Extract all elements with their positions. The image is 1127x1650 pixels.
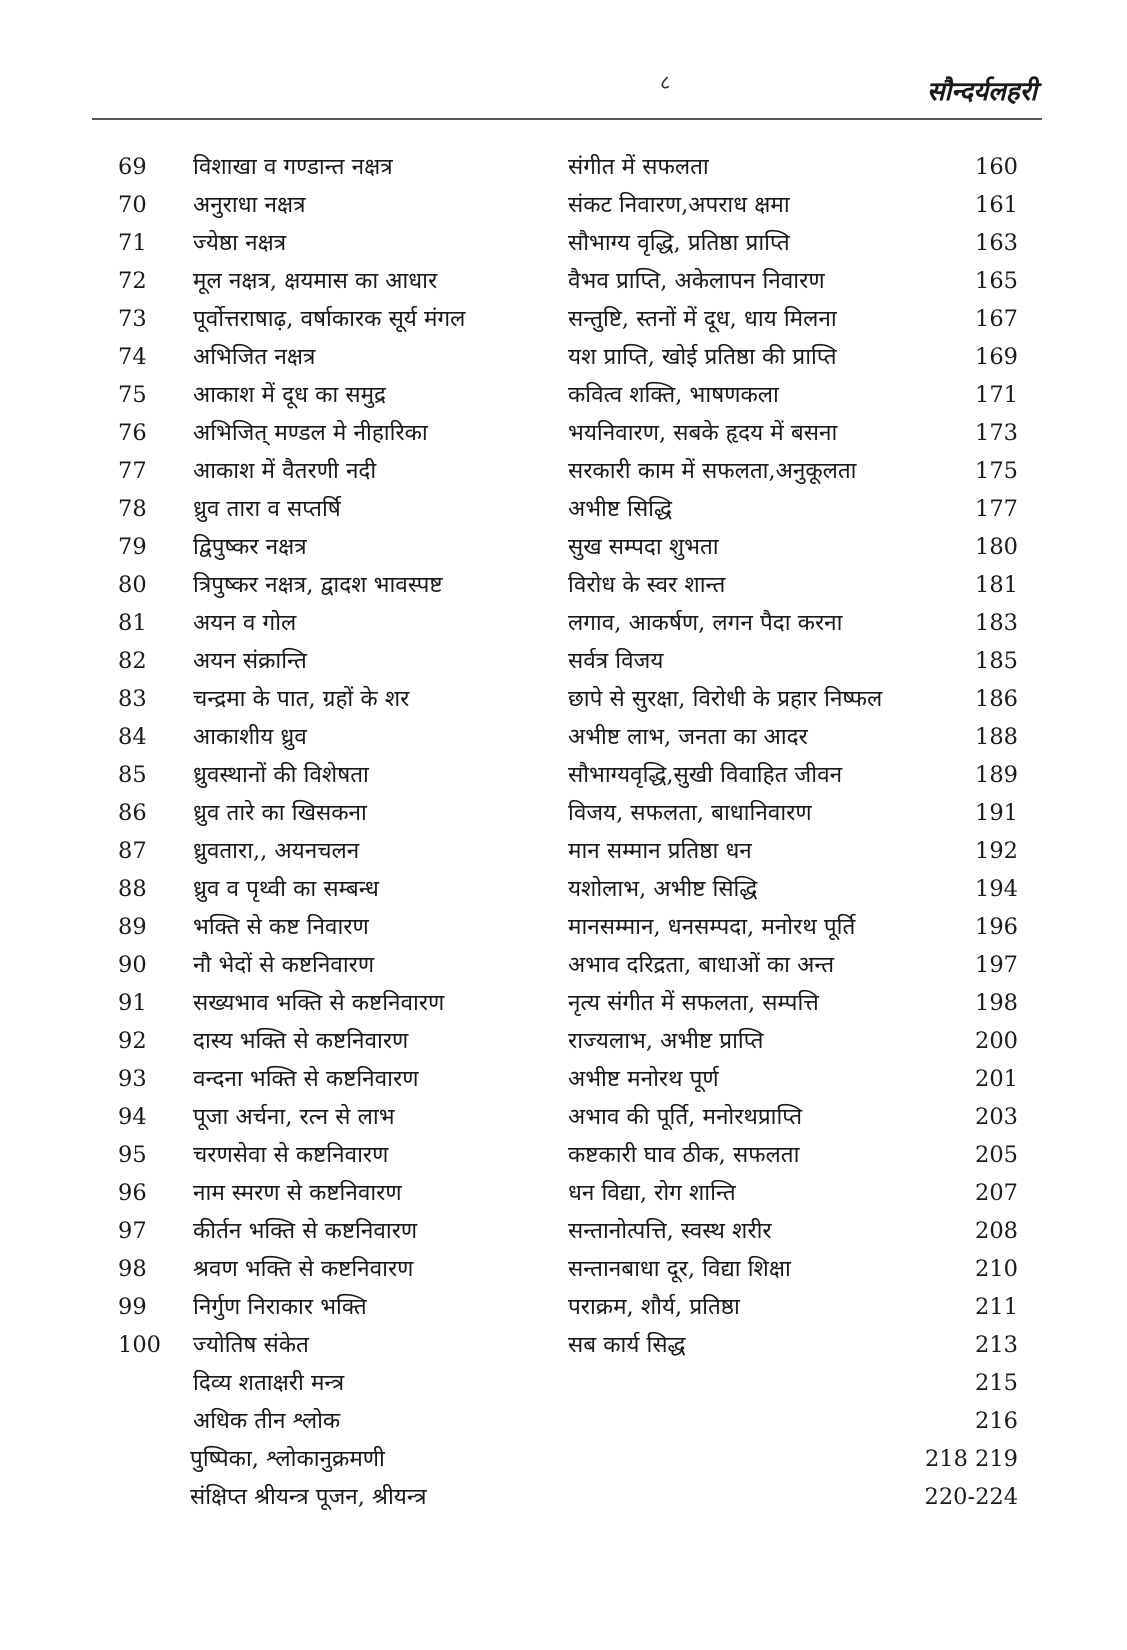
entry-number: 75: [118, 382, 147, 408]
toc-row: [110, 1060, 1040, 1098]
entry-topic: पूजा अर्चना, रत्न से लाभ: [193, 1104, 395, 1130]
entry-page: 163: [975, 230, 1018, 256]
entry-number: 70: [118, 192, 147, 218]
entry-benefit: वैभव प्राप्ति, अकेलापन निवारण: [568, 268, 825, 294]
entry-topic: पुष्पिका, श्लोकानुक्रमणी: [190, 1446, 385, 1472]
entry-page: 210: [975, 1256, 1018, 1282]
entry-number: 81: [118, 610, 147, 636]
entry-topic: विशाखा व गण्डान्त नक्षत्र: [193, 154, 393, 180]
toc-row: [110, 604, 1040, 642]
entry-page: 208: [975, 1218, 1018, 1244]
entry-page: 198: [975, 990, 1018, 1016]
entry-number: 92: [118, 1028, 147, 1054]
entry-topic: नाम स्मरण से कष्टनिवारण: [193, 1180, 402, 1206]
entry-page: 218 219: [924, 1446, 1018, 1472]
entry-benefit: अभाव की पूर्ति, मनोरथप्राप्ति: [568, 1104, 803, 1130]
toc-row: [110, 680, 1040, 718]
toc-row: [110, 1250, 1040, 1288]
entry-number: 88: [118, 876, 147, 902]
entry-number: 86: [118, 800, 147, 826]
entry-page: 177: [975, 496, 1018, 522]
entry-benefit: विरोध के स्वर शान्त: [568, 572, 726, 598]
entry-page: 220-224: [924, 1484, 1019, 1510]
entry-number: 84: [118, 724, 147, 750]
entry-number: 98: [118, 1256, 147, 1282]
entry-topic: सख्यभाव भक्ति से कष्टनिवारण: [193, 990, 445, 1016]
entry-topic: चन्द्रमा के पात, ग्रहों के शर: [193, 686, 410, 712]
entry-page: 160: [975, 154, 1018, 180]
entry-number: 85: [118, 762, 147, 788]
entry-topic: कीर्तन भक्ति से कष्टनिवारण: [193, 1218, 418, 1244]
entry-page: 188: [975, 724, 1018, 750]
entry-topic: अभिजित नक्षत्र: [193, 344, 316, 370]
entry-topic: त्रिपुष्कर नक्षत्र, द्वादश भावस्पष्ट: [193, 572, 443, 598]
entry-benefit: यशोलाभ, अभीष्ट सिद्धि: [568, 876, 758, 902]
toc-row: [110, 262, 1040, 300]
entry-page: 167: [975, 306, 1018, 332]
entry-topic: वन्दना भक्ति से कष्टनिवारण: [193, 1066, 419, 1092]
entry-page: 215: [975, 1370, 1018, 1396]
entry-benefit: धन विद्या, रोग शान्ति: [568, 1180, 736, 1206]
toc-row: [110, 642, 1040, 680]
entry-page: 213: [975, 1332, 1018, 1358]
entry-page: 173: [975, 420, 1018, 446]
entry-number: 99: [118, 1294, 147, 1320]
toc-row: [110, 1022, 1040, 1060]
entry-topic: निर्गुण निराकार भक्ति: [193, 1294, 367, 1320]
entry-page: 189: [975, 762, 1018, 788]
toc-row: [110, 490, 1040, 528]
entry-number: 82: [118, 648, 147, 674]
entry-benefit: अभीष्ट सिद्धि: [568, 496, 672, 522]
entry-page: 211: [975, 1294, 1018, 1320]
entry-page: 181: [975, 572, 1018, 598]
entry-benefit: अभीष्ट मनोरथ पूर्ण: [568, 1066, 719, 1092]
entry-topic: भक्ति से कष्ट निवारण: [193, 914, 369, 940]
entry-topic: ज्येष्ठा नक्षत्र: [193, 230, 287, 256]
entry-benefit: मान सम्मान प्रतिष्ठा धन: [568, 838, 752, 864]
entry-benefit: सौभाग्यवृद्धि,सुखी विवाहित जीवन: [568, 762, 843, 788]
entry-topic: ध्रुव तारा व सप्तर्षि: [193, 496, 341, 522]
entry-benefit: विजय, सफलता, बाधानिवारण: [568, 800, 812, 826]
entry-benefit: सौभाग्य वृद्धि, प्रतिष्ठा प्राप्ति: [568, 230, 790, 256]
entry-topic: नौ भेदों से कष्टनिवारण: [193, 952, 375, 978]
entry-page: 216: [975, 1408, 1018, 1434]
entry-page: 185: [975, 648, 1018, 674]
entry-page: 171: [975, 382, 1018, 408]
toc-row: [110, 186, 1040, 224]
toc-row: [110, 1364, 1040, 1402]
entry-number: 69: [118, 154, 147, 180]
entry-number: 78: [118, 496, 147, 522]
entry-benefit: सब कार्य सिद्ध: [568, 1332, 686, 1358]
entry-benefit: राज्यलाभ, अभीष्ट प्राप्ति: [568, 1028, 764, 1054]
entry-topic: दिव्य शताक्षरी मन्त्र: [193, 1370, 345, 1396]
entry-topic: अधिक तीन श्लोक: [193, 1408, 341, 1434]
toc-row: [110, 1478, 1040, 1516]
entry-benefit: सन्तुष्टि, स्तनों में दूध, धाय मिलना: [568, 306, 837, 332]
entry-benefit: यश प्राप्ति, खोई प्रतिष्ठा की प्राप्ति: [568, 344, 837, 370]
entry-page: 183: [975, 610, 1018, 636]
entry-page: 205: [975, 1142, 1018, 1168]
entry-number: 90: [118, 952, 147, 978]
toc-row: [110, 832, 1040, 870]
entry-page: 186: [975, 686, 1018, 712]
toc-row: [110, 718, 1040, 756]
entry-number: 100: [118, 1332, 161, 1358]
toc-row: [110, 984, 1040, 1022]
entry-topic: ज्योतिष संकेत: [193, 1332, 309, 1358]
entry-topic: द्विपुष्कर नक्षत्र: [193, 534, 307, 560]
entry-topic: अनुराधा नक्षत्र: [193, 192, 306, 218]
toc-row: [110, 1098, 1040, 1136]
entry-benefit: सरकारी काम में सफलता,अनुकूलता: [568, 458, 857, 484]
toc-row: [110, 1136, 1040, 1174]
entry-number: 89: [118, 914, 147, 940]
entry-topic: श्रवण भक्ति से कष्टनिवारण: [193, 1256, 414, 1282]
entry-benefit: संकट निवारण,अपराध क्षमा: [568, 192, 790, 218]
entry-benefit: लगाव, आकर्षण, लगन पैदा करना: [568, 610, 843, 636]
toc-row: [110, 870, 1040, 908]
entry-page: 207: [975, 1180, 1018, 1206]
toc-row: [110, 452, 1040, 490]
entry-topic: अभिजित् मण्डल मे नीहारिका: [193, 420, 428, 446]
entry-page: 203: [975, 1104, 1018, 1130]
toc-row: [110, 338, 1040, 376]
toc-row: [110, 1174, 1040, 1212]
entry-number: 80: [118, 572, 147, 598]
toc-row: [110, 1402, 1040, 1440]
entry-topic: चरणसेवा से कष्टनिवारण: [193, 1142, 389, 1168]
entry-benefit: कष्टकारी घाव ठीक, सफलता: [568, 1142, 800, 1168]
entry-topic: अयन संक्रान्ति: [193, 648, 307, 674]
entry-page: 197: [975, 952, 1018, 978]
entry-page: 165: [975, 268, 1018, 294]
toc-row: [110, 148, 1040, 186]
entry-page: 192: [975, 838, 1018, 864]
entry-page: 191: [975, 800, 1018, 826]
entry-page: 161: [975, 192, 1018, 218]
entry-number: 79: [118, 534, 147, 560]
toc-row: [110, 908, 1040, 946]
entry-benefit: छापे से सुरक्षा, विरोधी के प्रहार निष्फल: [568, 686, 883, 712]
entry-number: 96: [118, 1180, 147, 1206]
page-number: ८: [660, 70, 671, 94]
entry-topic: ध्रुवतारा,, अयनचलन: [193, 838, 360, 864]
toc-row: [110, 528, 1040, 566]
toc-row: [110, 224, 1040, 262]
entry-page: 201: [975, 1066, 1018, 1092]
entry-number: 72: [118, 268, 147, 294]
entry-number: 77: [118, 458, 147, 484]
book-title: सौन्दर्यलहरी: [926, 77, 1037, 107]
entry-number: 71: [118, 230, 147, 256]
entry-page: 169: [975, 344, 1018, 370]
toc-row: [110, 794, 1040, 832]
entry-topic: ध्रुव व पृथ्वी का सम्बन्ध: [193, 876, 379, 902]
entry-benefit: सन्तानोत्पत्ति, स्वस्थ शरीर: [568, 1218, 772, 1244]
toc-row: [110, 300, 1040, 338]
toc-row: [110, 376, 1040, 414]
toc-row: [110, 756, 1040, 794]
entry-topic: आकाशीय ध्रुव: [193, 724, 307, 750]
entry-page: 194: [975, 876, 1018, 902]
entry-page: 196: [975, 914, 1018, 940]
entry-topic: संक्षिप्त श्रीयन्त्र पूजन, श्रीयन्त्र: [190, 1484, 427, 1510]
entry-number: 93: [118, 1066, 147, 1092]
entry-benefit: अभीष्ट लाभ, जनता का आदर: [568, 724, 808, 750]
entry-benefit: अभाव दरिद्रता, बाधाओं का अन्त: [568, 952, 835, 978]
entry-benefit: सर्वत्र विजय: [568, 648, 664, 674]
entry-topic: अयन व गोल: [193, 610, 297, 636]
entry-benefit: मानसम्मान, धनसम्पदा, मनोरथ पूर्ति: [568, 914, 856, 940]
entry-page: 200: [975, 1028, 1018, 1054]
entry-number: 91: [118, 990, 147, 1016]
entry-benefit: नृत्य संगीत में सफलता, सम्पत्ति: [568, 990, 819, 1016]
entry-page: 180: [975, 534, 1018, 560]
entry-topic: दास्य भक्ति से कष्टनिवारण: [193, 1028, 409, 1054]
entry-topic: ध्रुव तारे का खिसकना: [193, 800, 367, 826]
toc-row: [110, 946, 1040, 984]
entry-topic: आकाश में दूध का समुद्र: [193, 382, 386, 408]
entry-number: 74: [118, 344, 147, 370]
entry-benefit: पराक्रम, शौर्य, प्रतिष्ठा: [568, 1294, 740, 1320]
toc-row: [110, 566, 1040, 604]
entry-topic: आकाश में वैतरणी नदी: [193, 458, 377, 484]
toc-row: [110, 1288, 1040, 1326]
entry-benefit: सन्तानबाधा दूर, विद्या शिक्षा: [568, 1256, 791, 1282]
toc-row: [110, 1440, 1040, 1478]
entry-number: 94: [118, 1104, 147, 1130]
entry-page: 175: [975, 458, 1018, 484]
toc-row: [110, 1326, 1040, 1364]
entry-number: 83: [118, 686, 147, 712]
header-rule: [92, 118, 1042, 120]
entry-number: 97: [118, 1218, 147, 1244]
entry-benefit: सुख सम्पदा शुभता: [568, 534, 719, 560]
entry-topic: पूर्वोत्तराषाढ़, वर्षाकारक सूर्य मंगल: [193, 306, 466, 332]
entry-number: 73: [118, 306, 147, 332]
entry-number: 87: [118, 838, 147, 864]
toc-row: [110, 1212, 1040, 1250]
entry-topic: ध्रुवस्थानों की विशेषता: [193, 762, 369, 788]
entry-benefit: भयनिवारण, सबके हृदय में बसना: [568, 420, 838, 446]
entry-topic: मूल नक्षत्र, क्षयमास का आधार: [193, 268, 438, 294]
entry-benefit: संगीत में सफलता: [568, 154, 709, 180]
toc-row: [110, 414, 1040, 452]
table-of-contents: [110, 148, 1040, 1516]
entry-benefit: कवित्व शक्ति, भाषणकला: [568, 382, 779, 408]
entry-number: 95: [118, 1142, 147, 1168]
entry-number: 76: [118, 420, 147, 446]
